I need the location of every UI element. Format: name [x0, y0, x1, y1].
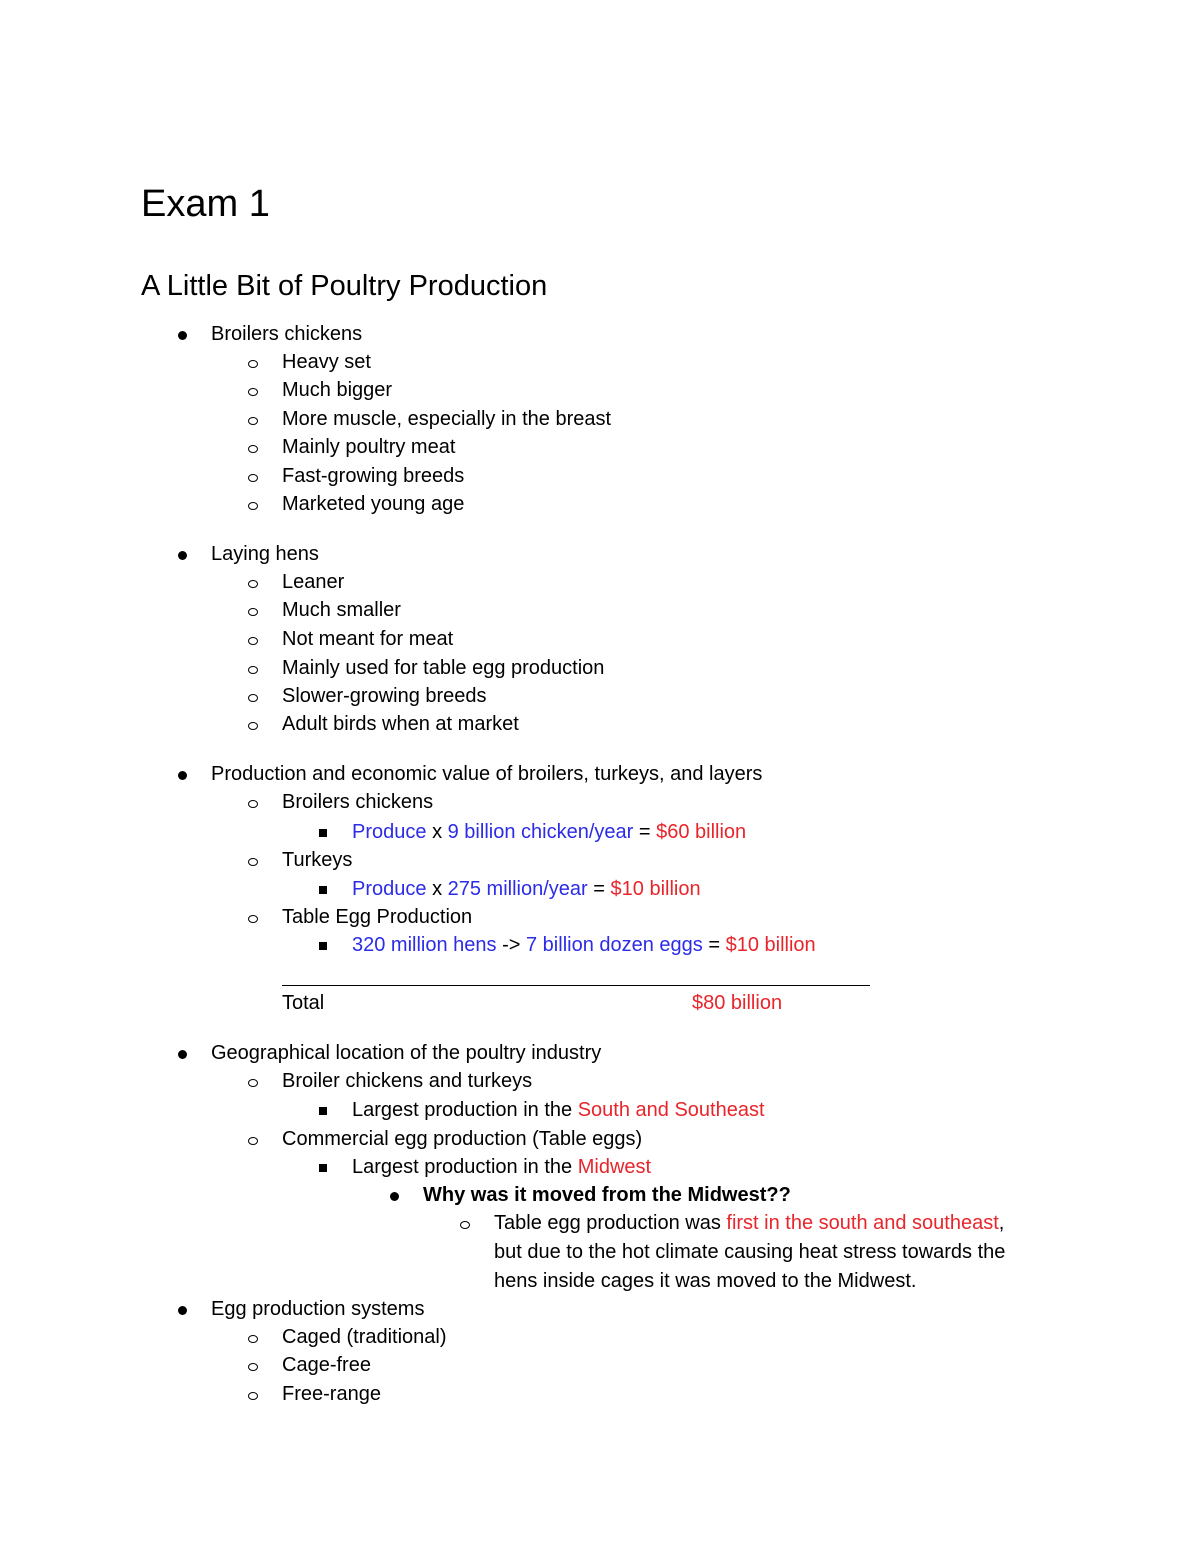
broiler-location — [352, 1096, 765, 1124]
turkeys-calculation — [352, 875, 701, 903]
list-item-production: Production and economic value of broilers, turkeys, and layers — [211, 763, 763, 785]
list-item-turkeys: Turkeys — [282, 849, 353, 871]
list-item: Fast-growing breeds — [282, 465, 465, 487]
list-item-broilers: Broilers chickens — [211, 323, 363, 345]
square-bullet-icon — [319, 886, 327, 894]
circle-bullet-icon — [248, 694, 258, 702]
calc-operator: x — [432, 821, 443, 843]
circle-bullet-icon — [248, 1363, 258, 1371]
square-bullet-icon — [319, 1107, 327, 1115]
list-item: Adult birds when at market — [282, 713, 519, 735]
calc-term: Produce — [352, 821, 427, 843]
list-item-egg-systems: Egg production systems — [211, 1298, 425, 1320]
circle-bullet-icon — [248, 722, 258, 730]
calc-term: 320 million hens — [352, 934, 497, 956]
calc-result: $60 billion — [656, 821, 747, 843]
square-bullet-icon — [319, 829, 327, 837]
answer-line-1 — [494, 1209, 1004, 1237]
circle-bullet-icon — [248, 1079, 258, 1087]
circle-bullet-icon — [248, 580, 258, 588]
calc-term: Produce — [352, 878, 427, 900]
list-item-laying-hens: Laying hens — [211, 543, 319, 565]
circle-bullet-icon — [248, 360, 258, 368]
calc-term: 275 million/year — [447, 878, 588, 900]
answer-comma: , — [998, 1212, 1005, 1234]
answer-text: Table egg production was — [494, 1212, 721, 1234]
bullet-icon — [178, 331, 187, 340]
calc-operator: = — [708, 934, 721, 956]
circle-bullet-icon — [248, 800, 258, 808]
location-region: South and Southeast — [577, 1099, 765, 1121]
circle-bullet-icon — [248, 1335, 258, 1343]
answer-line-3: hens inside cages it was moved to the Midwest. — [494, 1270, 917, 1292]
list-item: Heavy set — [282, 351, 371, 373]
answer-line-2: but due to the hot climate causing heat stress towards the — [494, 1241, 1006, 1263]
egg-location — [352, 1153, 651, 1181]
list-item: Leaner — [282, 571, 345, 593]
circle-bullet-icon — [248, 445, 258, 453]
total-divider — [282, 985, 870, 986]
location-text: Largest production in the — [352, 1156, 573, 1178]
question: Why was it moved from the Midwest?? — [423, 1184, 791, 1206]
list-item-table-eggs: Table Egg Production — [282, 906, 473, 928]
list-item: Cage-free — [282, 1354, 371, 1376]
calc-operator: = — [638, 821, 651, 843]
list-item: Not meant for meat — [282, 628, 454, 650]
circle-bullet-icon — [248, 915, 258, 923]
section-heading: A Little Bit of Poultry Production — [141, 270, 548, 302]
bullet-icon — [178, 1050, 187, 1059]
circle-bullet-icon — [248, 858, 258, 866]
list-item: Mainly used for table egg production — [282, 657, 605, 679]
list-item-broiler-turkeys: Broiler chickens and turkeys — [282, 1070, 533, 1092]
total-value: $80 billion — [692, 992, 783, 1014]
calc-result: $10 billion — [725, 934, 816, 956]
circle-bullet-icon — [248, 502, 258, 510]
calc-result: $10 billion — [610, 878, 701, 900]
list-item: Marketed young age — [282, 493, 465, 515]
list-item: Free-range — [282, 1383, 381, 1405]
answer-highlight: first in the south and southeast — [726, 1212, 999, 1234]
list-item: Mainly poultry meat — [282, 436, 456, 458]
bullet-icon — [178, 771, 187, 780]
circle-bullet-icon — [460, 1221, 470, 1229]
circle-bullet-icon — [248, 666, 258, 674]
broilers-calculation — [352, 818, 746, 846]
location-text: Largest production in the — [352, 1099, 573, 1121]
total-label: Total — [282, 992, 325, 1014]
circle-bullet-icon — [248, 637, 258, 645]
eggs-calculation — [352, 931, 816, 959]
list-item: Caged (traditional) — [282, 1326, 447, 1348]
list-item: Much bigger — [282, 379, 393, 401]
bullet-icon — [390, 1192, 399, 1201]
circle-bullet-icon — [248, 608, 258, 616]
square-bullet-icon — [319, 1164, 327, 1172]
page-title: Exam 1 — [141, 183, 270, 225]
list-item-broilers-value: Broilers chickens — [282, 791, 434, 813]
list-item: More muscle, especially in the breast — [282, 408, 612, 430]
calc-operator: x — [432, 878, 443, 900]
calc-operator: -> — [502, 934, 521, 956]
calc-operator: = — [593, 878, 605, 900]
calc-term: 7 billion dozen eggs — [526, 934, 703, 956]
square-bullet-icon — [319, 942, 327, 950]
list-item-commercial-eggs: Commercial egg production (Table eggs) — [282, 1128, 643, 1150]
circle-bullet-icon — [248, 388, 258, 396]
list-item: Much smaller — [282, 599, 401, 621]
bullet-icon — [178, 551, 187, 560]
circle-bullet-icon — [248, 1137, 258, 1145]
calc-term: 9 billion chicken/year — [447, 821, 634, 843]
circle-bullet-icon — [248, 474, 258, 482]
circle-bullet-icon — [248, 417, 258, 425]
location-region: Midwest — [577, 1156, 652, 1178]
bullet-icon — [178, 1306, 187, 1315]
circle-bullet-icon — [248, 1392, 258, 1400]
list-item: Slower-growing breeds — [282, 685, 487, 707]
list-item-geography: Geographical location of the poultry industry — [211, 1042, 602, 1064]
